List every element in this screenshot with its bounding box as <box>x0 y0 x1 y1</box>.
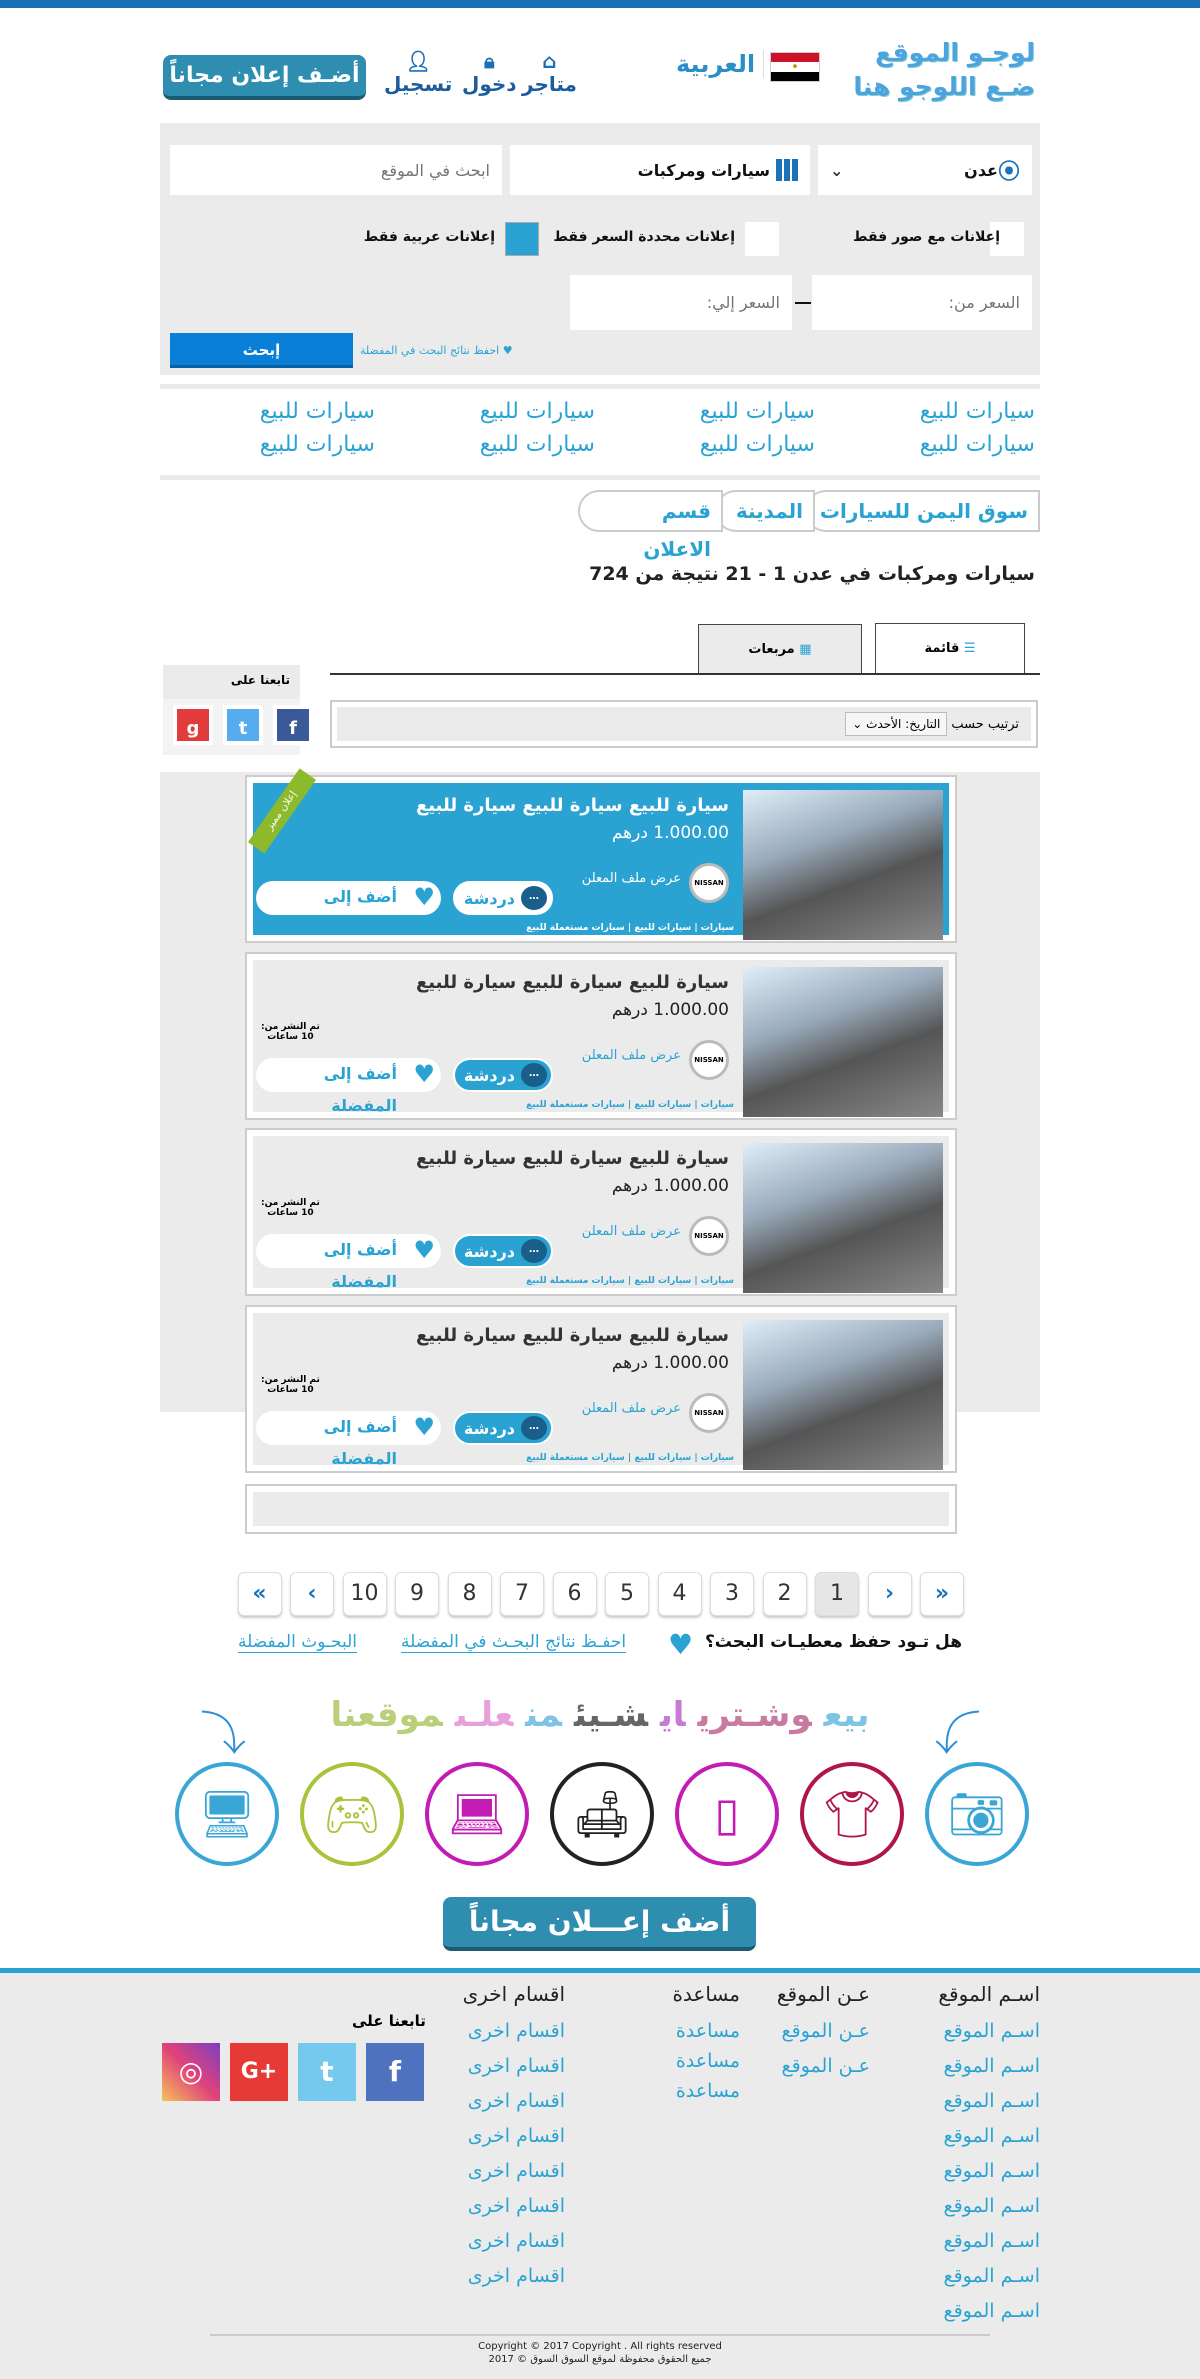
heart-icon: ♥ <box>413 883 435 911</box>
heart-icon: ♥ <box>413 1413 435 1441</box>
chat-label: دردشة <box>463 1242 515 1261</box>
banner-word: بيع <box>823 1695 870 1735</box>
footer-column-title: اقسام اخرى <box>462 1982 565 2006</box>
footer-link[interactable]: مساعدة <box>675 2080 740 2102</box>
footer-link[interactable]: اسـم الموقع <box>943 2230 1040 2252</box>
chat-label: دردشة <box>463 1419 515 1438</box>
footer-link[interactable]: اقسام اخرى <box>467 2020 565 2042</box>
laptop-icon: 💻︎ <box>447 1787 507 1841</box>
footer-link[interactable]: اقسام اخرى <box>467 2125 565 2147</box>
listing-title[interactable]: سيارة للبيع سيارة للبيع سيارة للبيع <box>415 1148 729 1169</box>
chat-button[interactable] <box>453 1058 553 1092</box>
quick-link[interactable]: سيارات للبيع <box>919 432 1035 457</box>
home-icon: ⌂ <box>542 49 557 73</box>
tab-label: قائمة <box>924 641 960 656</box>
save-search-label: احفظ نتائج البحث في المفضلة <box>360 344 500 357</box>
price-to-input[interactable] <box>570 275 792 330</box>
arabic-only-checkbox[interactable] <box>505 222 539 256</box>
tablet-icon: ▯ <box>714 1787 740 1841</box>
view-profile-link[interactable]: عرض ملف المعلن <box>581 1224 681 1239</box>
sort-select[interactable]: التاريخ: الأحدث ⌄ <box>845 712 947 736</box>
footer-link[interactable]: مساعدة <box>675 2020 740 2042</box>
page-last-button[interactable]: « <box>238 1572 282 1616</box>
view-profile-link[interactable]: عرض ملف المعلن <box>581 871 681 886</box>
category-circle[interactable] <box>550 1762 654 1866</box>
save-search-results-link[interactable]: احفـظ نتائج البحـث في المفضلة <box>401 1632 627 1652</box>
page-button[interactable]: 5 <box>605 1572 649 1616</box>
user-icon: 👤︎ <box>405 49 431 73</box>
footer-column-title: عـن الموقع <box>776 1982 870 2006</box>
posted-label: تم النشر من: <box>261 1022 320 1032</box>
search-button[interactable]: إبحث <box>170 333 353 368</box>
chat-button[interactable] <box>453 881 553 915</box>
list-icon: ☰ <box>963 641 976 656</box>
add-ad-button[interactable]: أضـف إعلان مجاناً <box>163 55 366 100</box>
view-profile-link[interactable]: عرض ملف المعلن <box>581 1048 681 1063</box>
save-search-question <box>705 1632 962 1652</box>
page-button[interactable]: 2 <box>763 1572 807 1616</box>
egypt-flag-icon[interactable]: ⬥ <box>770 52 820 82</box>
brand-logo: NISSAN <box>689 863 729 903</box>
copyright <box>0 2340 1200 2366</box>
language-selector[interactable]: العربية <box>676 50 764 78</box>
car-image[interactable] <box>743 1143 943 1293</box>
listing-categories[interactable]: سيارات | سيارات للبيع | سيارات مستعملة للبيع <box>526 1276 734 1286</box>
footer-link[interactable]: اقسام اخرى <box>467 2265 565 2287</box>
footer-link[interactable]: عـن الموقع <box>781 2020 870 2042</box>
page-next-button[interactable]: › <box>868 1572 912 1616</box>
listing-body <box>253 783 949 938</box>
banner-word: علـى <box>454 1695 514 1735</box>
chat-icon: … <box>521 1416 547 1440</box>
facebook-icon[interactable]: f <box>273 705 313 745</box>
tab-divider <box>330 673 1040 675</box>
category-select[interactable] <box>510 145 810 195</box>
page-button[interactable]: 7 <box>500 1572 544 1616</box>
footer-link[interactable]: عـن الموقع <box>781 2055 870 2077</box>
car-image[interactable] <box>743 967 943 1117</box>
page-button[interactable]: 4 <box>658 1572 702 1616</box>
chat-button[interactable] <box>453 1411 553 1445</box>
heart-icon: ♥ <box>502 344 513 357</box>
listing-title[interactable]: سيارة للبيع سيارة للبيع سيارة للبيع <box>415 972 729 993</box>
quick-link[interactable]: سيارات للبيع <box>479 399 595 424</box>
camera-icon: 📷︎ <box>947 1787 1007 1841</box>
location-select[interactable] <box>818 145 1032 195</box>
footer-column-title: اسـم الموقع <box>938 1982 1040 2006</box>
footer-column-title: مساعدة <box>672 1982 740 2006</box>
footer-column <box>672 1982 740 2110</box>
banner-word: موقعنا <box>330 1695 443 1735</box>
follow-title: تابعنا على <box>163 665 300 699</box>
category-circle[interactable] <box>300 1762 404 1866</box>
tab-label: مربعات <box>748 642 795 657</box>
banner-word: شـيئ <box>573 1695 648 1735</box>
listing-body <box>253 1313 949 1468</box>
posted-value: 10 ساعات <box>267 1208 314 1218</box>
lock-icon: 🔒︎ <box>483 49 495 73</box>
checkbox-label: إعلانات محددة السعر فقط <box>553 229 735 245</box>
quick-links <box>160 384 1040 480</box>
tab-grid-view[interactable] <box>698 624 862 673</box>
keyword-input[interactable] <box>170 145 502 195</box>
add-favorite-button[interactable] <box>256 1234 441 1291</box>
posted-time <box>261 1375 320 1395</box>
page-button[interactable]: 10 <box>343 1572 387 1616</box>
price-from-input[interactable] <box>812 275 1032 330</box>
favorite-label: أضف إلى المفضلة <box>323 1417 397 1468</box>
footer-column <box>938 1982 1040 2335</box>
chat-icon: … <box>521 1239 547 1263</box>
tab-list-view[interactable] <box>875 623 1025 674</box>
listing-body <box>253 960 949 1115</box>
listing-title[interactable]: سيارة للبيع سيارة للبيع سيارة للبيع <box>415 795 729 816</box>
question-text: هل تـود حفظ معطيـات البحث؟ <box>704 1632 962 1652</box>
car-image[interactable] <box>743 1320 943 1470</box>
posted-value: 10 ساعات <box>267 1032 314 1042</box>
instagram-icon[interactable]: ◎ <box>162 2043 220 2101</box>
posted-value: 10 ساعات <box>267 1385 314 1395</box>
arrow-down-icon: ⤵ <box>935 1707 981 1761</box>
checkbox-label: إعلانات عربية فقط <box>363 229 495 245</box>
grid-icon: ▦ <box>799 642 812 657</box>
quick-link[interactable]: سيارات للبيع <box>479 432 595 457</box>
posted-label: تم النشر من: <box>261 1198 320 1208</box>
listing-categories[interactable]: سيارات | سيارات للبيع | سيارات مستعملة للبيع <box>526 1453 734 1463</box>
heart-icon: ♥ <box>413 1236 435 1264</box>
chevron-down-icon: ⌄ <box>830 160 844 180</box>
checkbox-label: إعلانات مع صور فقط <box>852 229 1000 245</box>
twitter-icon[interactable]: t <box>298 2043 356 2101</box>
breadcrumb-market[interactable]: سوق اليمن للسيارات <box>805 490 1040 532</box>
posted-time <box>261 1022 320 1042</box>
logo-line-1: لوجـو الموقع <box>875 38 1035 67</box>
listing-card[interactable] <box>245 952 957 1120</box>
listing-price: 1.000.00 درهم <box>611 823 729 843</box>
listing-title[interactable]: سيارة للبيع سيارة للبيع سيارة للبيع <box>415 1325 729 1346</box>
page-button[interactable]: 3 <box>710 1572 754 1616</box>
twitter-icon[interactable]: t <box>223 705 263 745</box>
footer-link[interactable]: اقسام اخرى <box>467 2230 565 2252</box>
promo-banner <box>200 1695 1000 1735</box>
nav-login[interactable] <box>462 50 517 96</box>
footer-follow-title: تابعنا على <box>352 2012 426 2030</box>
footer-link[interactable]: اسـم الموقع <box>943 2265 1040 2287</box>
google-plus-icon[interactable]: g <box>173 705 213 745</box>
footer-link[interactable]: اقسام اخرى <box>467 2055 565 2077</box>
google-plus-icon[interactable]: G+ <box>230 2043 288 2101</box>
nav-label: متاجر <box>522 72 577 96</box>
gamepad-icon: 🎮︎ <box>322 1787 382 1841</box>
category-circle[interactable] <box>175 1762 279 1866</box>
add-favorite-button[interactable] <box>256 881 441 938</box>
quick-link[interactable]: سيارات للبيع <box>259 432 375 457</box>
footer-link[interactable]: مساعدة <box>675 2050 740 2072</box>
footer-link[interactable]: اسـم الموقع <box>943 2020 1040 2042</box>
logo-line-2: ضـع اللوجو هنا <box>853 72 1035 101</box>
chat-icon: … <box>521 886 547 910</box>
results-heading: سيارات ومركبات في عدن 1 - 21 نتيجة من 724 <box>589 563 1035 585</box>
footer-link[interactable]: اقسام اخرى <box>467 2195 565 2217</box>
footer-link[interactable]: اسـم الموقع <box>943 2125 1040 2147</box>
car-image[interactable] <box>743 790 943 940</box>
shirt-icon: 👕︎ <box>822 1787 882 1841</box>
nav-label: دخول <box>462 72 517 96</box>
sofa-icon: 🛋︎ <box>572 1787 632 1841</box>
category-circle[interactable] <box>800 1762 904 1866</box>
site-logo[interactable] <box>820 36 1035 104</box>
listing-price: 1.000.00 درهم <box>611 1176 729 1196</box>
page-button[interactable]: 1 <box>815 1572 859 1616</box>
footer-link[interactable]: اسـم الموقع <box>943 2090 1040 2112</box>
nav-stores[interactable] <box>522 50 577 96</box>
nav-label: تسجيل <box>384 72 453 96</box>
footer-link[interactable]: اقسام اخرى <box>467 2160 565 2182</box>
breadcrumb-section[interactable]: قسم الاعلان <box>578 490 723 532</box>
footer-column <box>463 1982 565 2300</box>
page-button[interactable]: 8 <box>448 1572 492 1616</box>
banner-word: من <box>525 1695 562 1735</box>
category-circle[interactable] <box>425 1762 529 1866</box>
favorite-label: أضف إلى المفضلة <box>323 887 397 938</box>
brand-logo: NISSAN <box>689 1216 729 1256</box>
grid-icon <box>776 159 798 181</box>
nav-register[interactable] <box>384 50 452 96</box>
top-bar <box>0 0 1200 8</box>
featured-ribbon: إعلان مميز <box>248 768 316 853</box>
category-value: سيارات ومركبات <box>637 160 770 180</box>
footer-link[interactable]: اسـم الموقع <box>943 2055 1040 2077</box>
quick-link[interactable]: سيارات للبيع <box>699 399 815 424</box>
banner-word: اي <box>659 1695 686 1735</box>
quick-link[interactable]: سيارات للبيع <box>699 432 815 457</box>
category-circle[interactable] <box>675 1762 779 1866</box>
add-favorite-button[interactable] <box>256 1058 441 1115</box>
page-prev-button[interactable]: ‹ <box>290 1572 334 1616</box>
brand-logo: NISSAN <box>689 1040 729 1080</box>
favorite-label: أضف إلى المفضلة <box>323 1240 397 1291</box>
chat-label: دردشة <box>463 1066 515 1085</box>
range-dash <box>795 302 811 304</box>
add-ad-button-bottom[interactable]: أضف إعـــلان مجاناً <box>443 1897 756 1951</box>
chat-icon: … <box>521 1063 547 1087</box>
banner-word: وشـتري <box>697 1695 812 1735</box>
breadcrumb-city[interactable]: المدينة <box>715 490 815 532</box>
view-profile-link[interactable]: عرض ملف المعلن <box>581 1401 681 1416</box>
monitor-icon: 🖥︎ <box>197 1787 257 1841</box>
sort-label: ترتيب حسب <box>951 716 1019 732</box>
footer-link[interactable]: اسـم الموقع <box>943 2195 1040 2217</box>
quick-link[interactable]: سيارات للبيع <box>259 399 375 424</box>
footer-column <box>777 1982 870 2090</box>
chat-label: دردشة <box>463 889 515 908</box>
footer-link[interactable]: اسـم الموقع <box>943 2160 1040 2182</box>
listing-price: 1.000.00 درهم <box>611 1353 729 1373</box>
heart-icon: ♥ <box>668 1628 694 1661</box>
category-circle[interactable] <box>925 1762 1029 1866</box>
brand-logo: NISSAN <box>689 1393 729 1433</box>
priced-only-checkbox[interactable] <box>745 222 779 256</box>
listing-card[interactable] <box>245 775 957 943</box>
listing-body <box>253 1136 949 1291</box>
chat-button[interactable] <box>453 1234 553 1268</box>
listing-price: 1.000.00 درهم <box>611 1000 729 1020</box>
facebook-icon[interactable]: f <box>366 2043 424 2101</box>
copyright-en: Copyright © 2017 Copyright . All rights reserved <box>478 2341 722 2352</box>
page-button[interactable]: 6 <box>553 1572 597 1616</box>
footer-link[interactable]: اسـم الموقع <box>943 2300 1040 2322</box>
saved-searches-link[interactable]: البحـوث المفضلة <box>238 1632 357 1652</box>
footer-divider <box>210 2334 990 2336</box>
listing-card[interactable] <box>245 1128 957 1296</box>
listing-categories[interactable]: سيارات | سيارات للبيع | سيارات مستعملة للبيع <box>526 923 734 933</box>
heart-icon: ♥ <box>413 1060 435 1088</box>
listing-categories[interactable]: سيارات | سيارات للبيع | سيارات مستعملة للبيع <box>526 1100 734 1110</box>
listing-card[interactable] <box>245 1305 957 1473</box>
favorite-label: أضف إلى المفضلة <box>323 1064 397 1115</box>
sort-bar <box>330 700 1038 748</box>
arrow-down-icon: ⤵ <box>200 1707 246 1761</box>
posted-time <box>261 1198 320 1218</box>
page-first-button[interactable]: » <box>920 1572 964 1616</box>
copyright-ar: جميع الحقوق محفوظة لموقع السوق السوق © 2017 <box>488 2354 712 2365</box>
save-search-link[interactable] <box>360 344 513 357</box>
follow-us-box <box>163 665 300 755</box>
quick-link[interactable]: سيارات للبيع <box>919 399 1035 424</box>
location-value: عدن <box>964 160 998 180</box>
posted-label: تم النشر من: <box>261 1375 320 1385</box>
page-button[interactable]: 9 <box>395 1572 439 1616</box>
add-favorite-button[interactable] <box>256 1411 441 1468</box>
sort-value: التاريخ: الأحدث <box>866 717 941 731</box>
footer-link[interactable]: اقسام اخرى <box>467 2090 565 2112</box>
listing-placeholder <box>245 1484 957 1534</box>
location-pin-icon: ⦿ <box>997 159 1020 185</box>
